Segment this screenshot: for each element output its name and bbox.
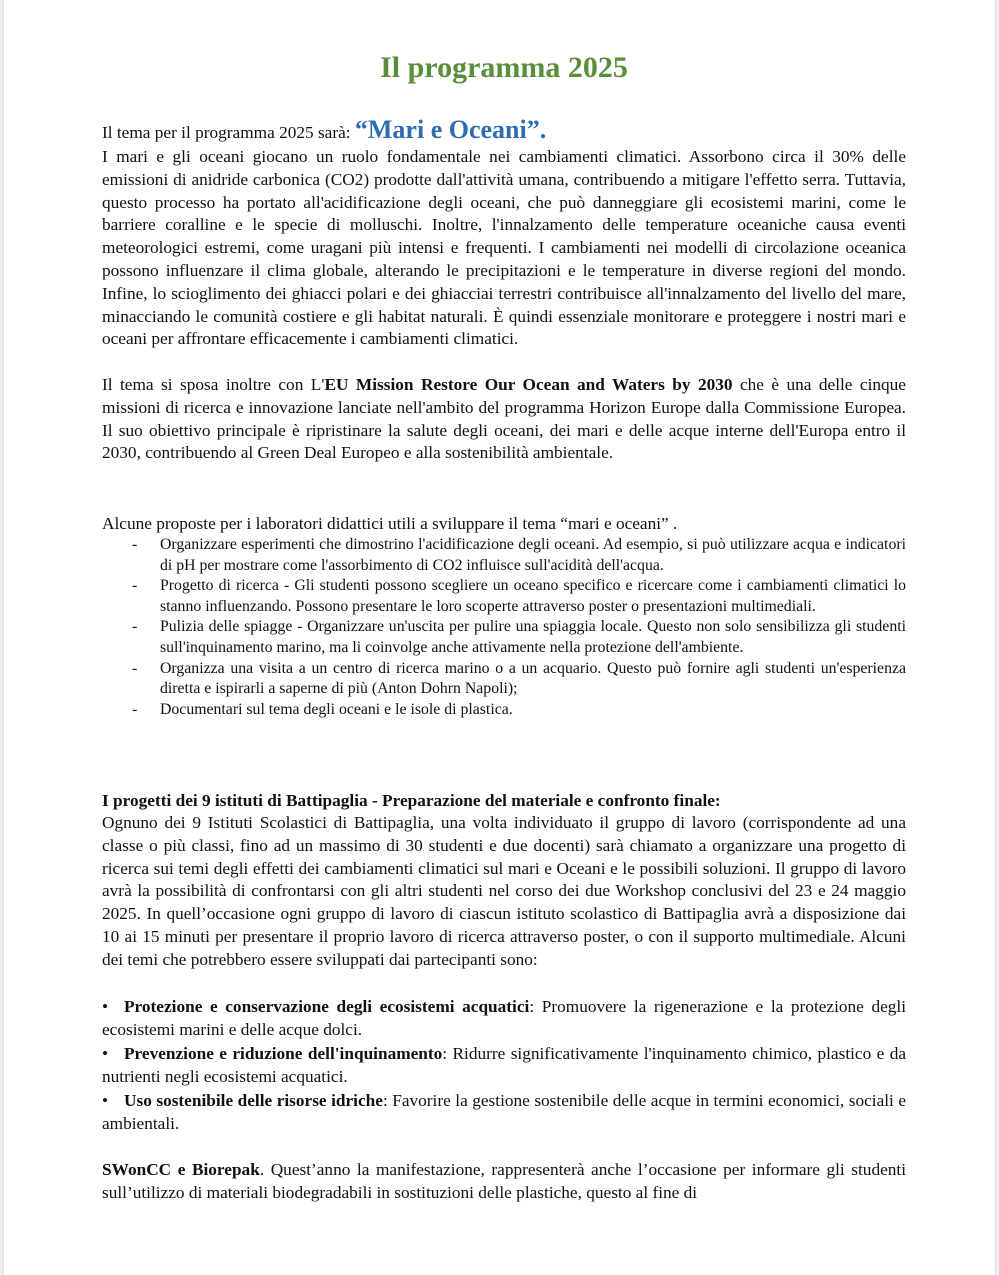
lab-text: Progetto di ricerca - Gli studenti possono scegliere un oceano specifico e ricercare come i cambiamenti climatici lo stanno influenzando. Possono presentare le loro scoperte attraverso poster o presentazioni multimediali.	[160, 577, 906, 615]
bullet-marker: •	[102, 1091, 109, 1111]
eu-mission-name: EU Mission Restore Our Ocean and Waters by 2030	[324, 375, 733, 394]
dash-marker: -	[132, 577, 138, 595]
document-page	[4, 0, 995, 1275]
topic-text: : Ridurre significativamente l'inquinamento chimico, plastico e da nutrienti negli ecosistemi acquatici.	[102, 1044, 907, 1086]
theme-prefix: Il tema per il programma 2025 sarà:	[102, 123, 355, 142]
lab-text: Pulizia delle spiagge - Organizzare un'uscita per pulire una spiaggia locale. Questo non solo sensibilizza gli studenti sull'inquinamento marino, ma li coinvolge anche attivamente nella protezione dell'ambiente.	[160, 618, 906, 656]
topic-title: Uso sostenibile delle risorse idriche	[124, 1091, 383, 1111]
page-title: Il programma 2025	[380, 51, 628, 84]
swoncc-title: SWonCC e Biorepak	[102, 1160, 260, 1179]
lab-text: Documentari sul tema degli oceani e le isole di plastica.	[160, 700, 513, 718]
list-item	[102, 1090, 906, 1136]
theme-name: “Mari e Oceani”.	[354, 115, 547, 144]
section-heading: I progetti dei 9 istituti di Battipaglia - Preparazione del materiale e confronto finale:	[102, 791, 721, 810]
dash-marker: -	[132, 659, 138, 677]
lab-text: Organizzare esperimenti che dimostrino l'acidificazione degli oceani. Ad esempio, si può utilizzare acqua e indicatori di pH per mostrare come l'assorbimento di CO2 influisce sull'acidità dell'acqua.	[160, 536, 906, 574]
lab-text: Organizza una visita a un centro di ricerca marino o a un acquario. Questo può fornire agli studenti un'esperienza diretta e ispirarli a saperne di più (Anton Dohrn Napoli);	[160, 659, 906, 698]
topic-text: : Favorire la gestione sostenibile delle acque in termini economici, sociali e ambientali.	[102, 1091, 907, 1133]
bullet-marker: •	[102, 997, 109, 1016]
paragraph-climate: I mari e gli oceani giocano un ruolo fondamentale nei cambiamenti climatici. Assorbono circa il 30% delle emissioni di anidride carbonica (CO2) prodotte dall'attività umana, contribuendo a mitigare l'effetto serra. Tuttavia, questo processo ha portato all'acidificazione degli oceani, che può danneggiare gli ecosistemi marini, come le barriere coralline e le specie di molluschi. Inoltre, l'innalzamento delle temperature oceaniche causa eventi meteorologici estremi, come uragani più intensi e frequenti. I cambiamenti nei modelli di circolazione oceanica possono influenzare il clima globale, alterando le precipitazioni e le temperature in diverse regioni del mondo. Infine, lo scioglimento dei ghiacci polari e dei ghiacciai terrestri contribuisce all'innalzamento del livello del mare, minacciando le comunità costiere e gli habitat naturali. È quindi essenziale monitorare e proteggere i nostri mari e oceani per affrontare efficacemente i cambiamenti climatici.	[102, 147, 906, 349]
list-item	[102, 659, 906, 700]
list-item	[102, 1043, 906, 1089]
labs-intro: Alcune proposte per i laboratori didattici utili a sviluppare il tema “mari e oceani” .	[102, 514, 678, 533]
list-item	[102, 617, 906, 658]
paragraph-projects: Ognuno dei 9 Istituti Scolastici di Battipaglia, una volta individuato il gruppo di lavoro (corrispondente ad una classe o più classi, fino ad un massimo di 30 studenti e due docenti) sarà chiamato a organizzare una progetto di ricerca sui temi degli effetti dei cambiamenti climatici sul mari e Oceani e le possibili soluzioni. Il gruppo di lavoro avrà la possibilità di confrontarsi con gli altri studenti nel corso dei due Workshop conclusivi del 23 e 24 maggio 2025. In quell’occasione ogni gruppo di lavoro di ciascun istituto scolastico di Battipaglia avrà a disposizione dai 10 ai 15 minuti per presentare il proprio lavoro di ricerca attraverso poster, o con il supporto multimediale. Alcuni dei temi che potrebbero essere sviluppati dai partecipanti sono:	[102, 813, 906, 969]
topic-title: Protezione e conservazione degli ecosistemi acquatici	[124, 997, 530, 1016]
paragraph-eu-mission	[102, 374, 906, 465]
topic-text: : Promuovere la rigenerazione e la protezione degli ecosistemi marini e delle acque dolci.	[102, 997, 906, 1039]
list-item	[102, 700, 906, 721]
list-item	[102, 576, 906, 617]
swoncc-text: . Quest’anno la manifestazione, rappresenterà anche l’occasione per informare gli studenti sull’utilizzo di materiali biodegradabili in sostituzioni delle plastiche, questo al fine di	[102, 1160, 907, 1202]
list-item	[102, 535, 906, 576]
dash-marker: -	[132, 536, 138, 553]
labs-list	[102, 535, 906, 720]
paragraph-swoncc	[102, 1159, 906, 1205]
dash-marker: -	[132, 700, 138, 718]
topics-list	[102, 996, 906, 1137]
theme-line	[102, 113, 906, 150]
eu-mission-after: che è una delle cinque missioni di ricerca e innovazione lanciate nell'ambito del programma Horizon Europe dalla Commissione Europea. Il suo obiettivo principale è ripristinare la salute degli oceani, dei mari e delle acque interne dell'Europa entro il 2030, contribuendo al Green Deal Europeo e alla sostenibilità ambientale.	[102, 375, 906, 463]
bullet-marker: •	[102, 1044, 109, 1064]
dash-marker: -	[132, 618, 138, 636]
eu-mission-before: Il tema si sposa inoltre con L'	[102, 375, 325, 394]
topic-title: Prevenzione e riduzione dell'inquinamento	[124, 1044, 443, 1064]
list-item	[102, 996, 906, 1042]
